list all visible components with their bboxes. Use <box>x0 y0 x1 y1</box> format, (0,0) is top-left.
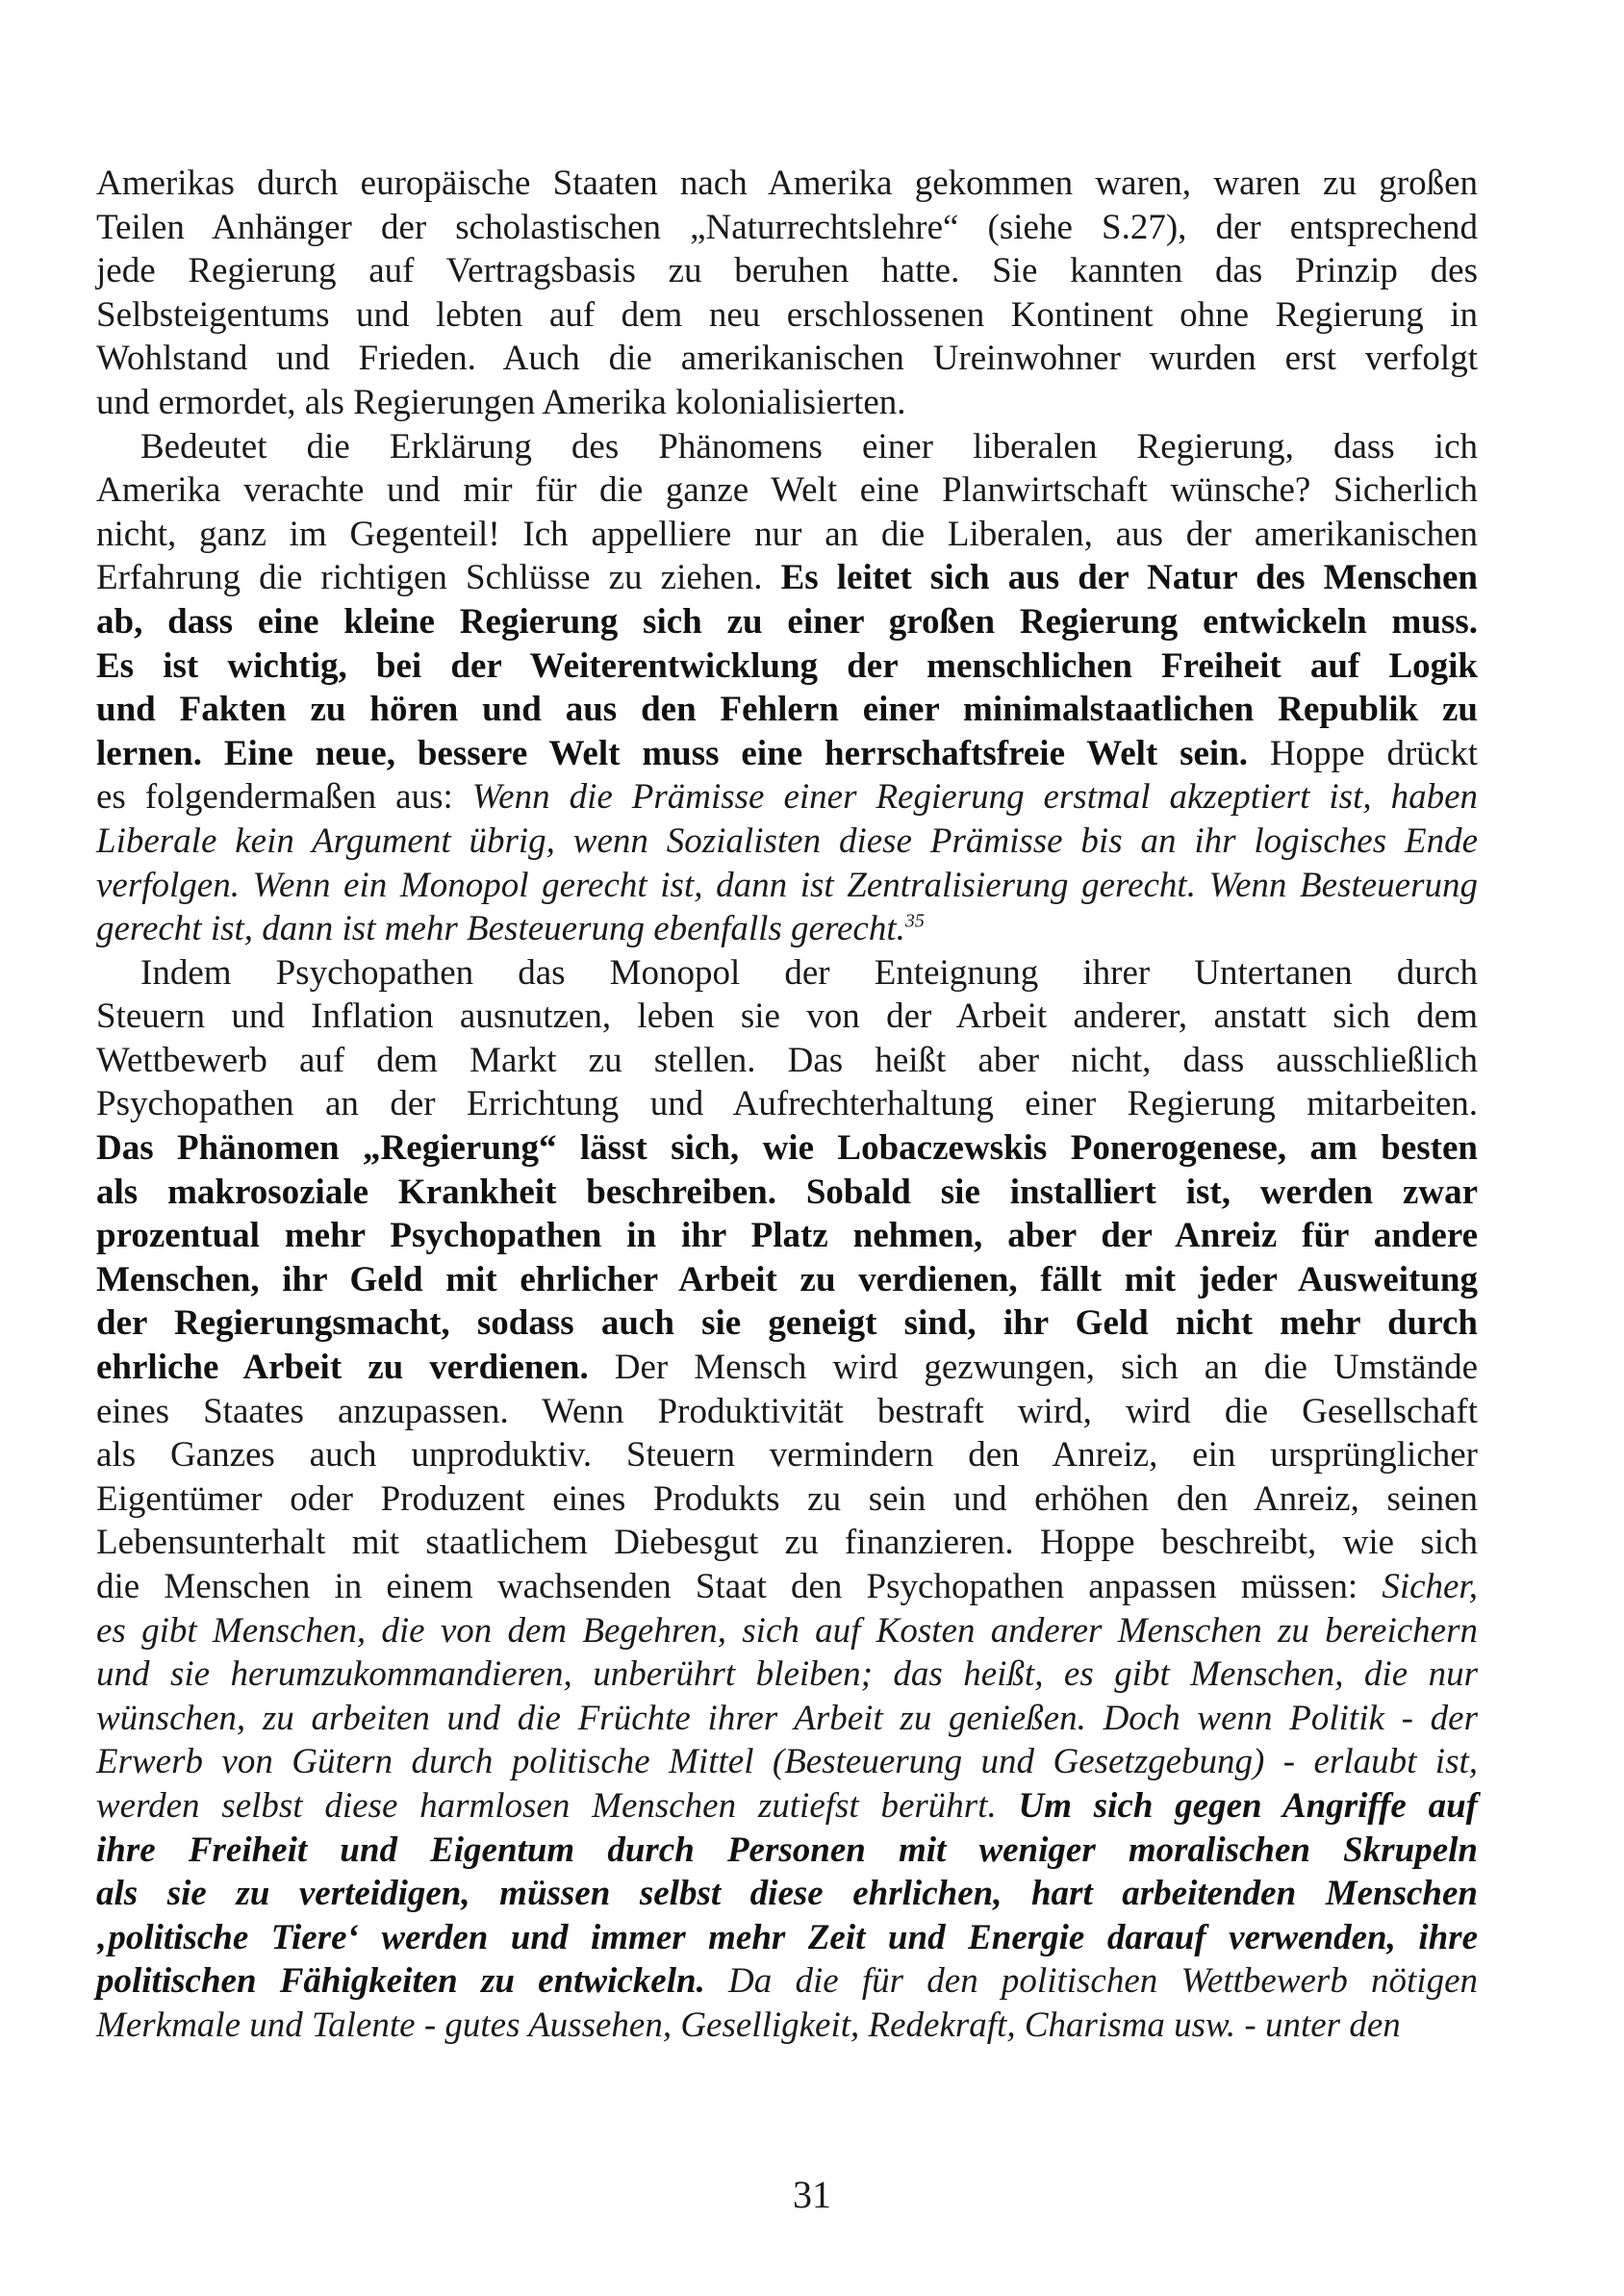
text-line <box>96 1609 1478 1653</box>
bold-text-run: ab, dass eine kleine Regierung sich zu einer großen Regierung entwickeln muss. <box>96 601 1478 642</box>
text-run: Amerikas durch europäische Staaten nach Amerika gekommen waren, waren zu großen <box>96 164 1478 203</box>
paragraph <box>96 425 1478 951</box>
text-line <box>96 1872 1478 1916</box>
text-line <box>96 1082 1478 1126</box>
text-run: nicht, ganz im Gegenteil! Ich appelliere nur an die Liberalen, aus der amerikanischen <box>96 514 1478 554</box>
italic-text-run: Sicher, <box>1382 1567 1478 1606</box>
text-line <box>96 951 1478 996</box>
bold-text-run: als makrosoziale Krankheit beschreiben. Sobald sie installiert ist, werden zwar <box>96 1172 1478 1212</box>
text-run: Lebensunterhalt mit staatlichem Diebesgut zu finanzieren. Hoppe beschreibt, wie sich <box>96 1523 1478 1563</box>
text-run: Teilen Anhänger der scholastischen „Naturrechtslehre“ (siehe S.27), der entsprechend <box>96 207 1478 247</box>
text-line <box>96 1039 1478 1083</box>
italic-text-run: wünschen, zu arbeiten und die Früchte ihrer Arbeit zu genießen. Doch wenn Politik - der <box>96 1698 1478 1738</box>
text-line <box>96 556 1478 600</box>
text-run: es folgendermaßen aus: <box>96 777 472 818</box>
text-line <box>96 1301 1478 1346</box>
text-line <box>96 820 1478 864</box>
text-line <box>96 1740 1478 1784</box>
bold-text-run: Es ist wichtig, bei der Weiterentwicklung der menschlichen Freiheit auf Logik <box>96 645 1478 686</box>
text-line <box>96 513 1478 557</box>
text-line <box>96 775 1478 820</box>
text-run: Indem Psychopathen das Monopol der Enteignung ihrer Untertanen durch <box>140 952 1478 993</box>
text-run: Wohlstand und Frieden. Auch die amerikanischen Ureinwohner wurden erst verfolgt <box>96 339 1478 379</box>
text-line <box>96 1126 1478 1171</box>
text-line <box>96 249 1478 293</box>
bold-text-run: der Regierungsmacht, sodass auch sie geneigt sind, ihr Geld nicht mehr durch <box>96 1303 1478 1344</box>
paragraph <box>96 951 1478 2048</box>
text-run: jede Regierung auf Vertragsbasis zu beruhen hatte. Sie kannten das Prinzip des <box>96 251 1478 291</box>
text-run: Bedeutet die Erklärung des Phänomens einer liberalen Regierung, dass ich <box>140 426 1478 467</box>
text-run: Hoppe drückt <box>1248 733 1478 773</box>
text-run: die Menschen in einem wachsenden Staat den Psychopathen anpassen müssen: <box>96 1567 1383 1606</box>
text-line <box>96 1346 1478 1390</box>
text-line <box>96 864 1478 908</box>
italic-text-run: und sie herumzukommandieren, unberührt bleiben; das heißt, es gibt Menschen, die nur <box>96 1654 1478 1695</box>
bold-text-run: Es leitet sich aus der Natur des Menschen <box>780 558 1478 598</box>
page-body <box>96 162 1478 2048</box>
text-run: Selbsteigentums und lebten auf dem neu erschlossenen Kontinent ohne Regierung in <box>96 294 1478 335</box>
text-line <box>96 1521 1478 1565</box>
text-line <box>96 381 1478 425</box>
text-line <box>96 1697 1478 1741</box>
text-line <box>96 1565 1478 1609</box>
text-run: Erfahrung die richtigen Schlüsse zu ziehen. <box>96 558 781 598</box>
text-line <box>96 206 1478 250</box>
bold-text-run: lernen. Eine neue, bessere Welt muss eine herrschaftsfreie Welt sein. <box>96 733 1249 773</box>
italic-text-run: Liberale kein Argument übrig, wenn Sozialisten diese Prämisse bis an ihr logisches Ende <box>96 820 1478 861</box>
text-line <box>96 2004 1478 2048</box>
text-line <box>96 1829 1478 1873</box>
bold-text-run: und Fakten zu hören und aus den Fehlern einer minimalstaatlichen Republik zu <box>96 690 1478 730</box>
italic-text-run: Da die für den politischen Wettbewerb nötigen <box>704 1961 1479 2002</box>
text-line <box>96 1477 1478 1522</box>
italic-text-run: verfolgen. Wenn ein Monopol gerecht ist, dann ist Zentralisierung gerecht. Wenn Besteuerung <box>96 865 1478 905</box>
text-run: Steuern und Inflation ausnutzen, leben sie von der Arbeit anderer, anstatt sich dem <box>96 997 1478 1037</box>
text-run: Der Mensch wird gezwungen, sich an die Umstände <box>588 1348 1478 1388</box>
text-line <box>96 732 1478 776</box>
text-line <box>96 1433 1478 1477</box>
text-run: Wettbewerb auf dem Markt zu stellen. Das heißt aber nicht, dass ausschließlich <box>96 1040 1478 1080</box>
bolditalic-text-run: ihre Freiheit und Eigentum durch Personen mit weniger moralischen Skrupeln <box>96 1829 1478 1870</box>
bold-text-run: ehrliche Arbeit zu verdienen. <box>96 1348 589 1388</box>
text-run: Eigentümer oder Produzent eines Produkts zu sein und erhöhen den Anreiz, seinen <box>96 1478 1478 1519</box>
footnote-ref: 35 <box>904 910 925 932</box>
text-line <box>96 600 1478 644</box>
bolditalic-text-run: politischen Fähigkeiten zu entwickeln. <box>96 1961 705 2002</box>
page-number: 31 <box>793 2173 831 2216</box>
bolditalic-text-run: als sie zu verteidigen, müssen selbst diese ehrlichen, hart arbeitenden Menschen <box>96 1874 1478 1914</box>
text-line <box>96 644 1478 689</box>
italic-text-run: Wenn die Prämisse einer Regierung erstmal akzeptiert ist, haben <box>471 777 1478 818</box>
text-line <box>96 688 1478 732</box>
text-line <box>96 425 1478 469</box>
text-line <box>96 1784 1478 1829</box>
text-line <box>96 1390 1478 1434</box>
text-run: Psychopathen an der Errichtung und Aufrechterhaltung einer Regierung mitarbeiten. <box>96 1084 1478 1124</box>
bold-text-run: Menschen, ihr Geld mit ehrlicher Arbeit zu verdienen, fällt mit jeder Ausweitung <box>96 1259 1478 1299</box>
text-line <box>96 468 1478 513</box>
italic-text-run: gerecht ist, dann ist mehr Besteuerung ebenfalls gerecht. <box>96 909 905 949</box>
bolditalic-text-run: ‚politische Tiere‘ werden und immer mehr Zeit und Energie darauf verwenden, ihre <box>96 1917 1478 1957</box>
text-line <box>96 1171 1478 1215</box>
bolditalic-text-run: Um sich gegen Angriffe auf <box>1018 1785 1478 1826</box>
text-line <box>96 995 1478 1039</box>
text-line <box>96 1959 1478 2004</box>
text-line <box>96 907 1478 951</box>
italic-text-run: Erwerb von Gütern durch politische Mittel (Besteuerung und Gesetzgebung) - erlaubt ist, <box>96 1742 1478 1782</box>
text-line <box>96 162 1478 206</box>
paragraph <box>96 162 1478 425</box>
italic-text-run: es gibt Menschen, die von dem Begehren, sich auf Kosten anderer Menschen zu bereichern <box>96 1610 1478 1651</box>
text-run: als Ganzes auch unproduktiv. Steuern vermindern den Anreiz, ein ursprünglicher <box>96 1435 1478 1476</box>
text-line <box>96 1214 1478 1258</box>
text-line <box>96 1916 1478 1960</box>
text-run: Amerika verachte und mir für die ganze Welt eine Planwirtschaft wünsche? Sicherlich <box>96 470 1478 511</box>
text-line <box>96 337 1478 381</box>
italic-text-run: werden selbst diese harmlosen Menschen zutiefst berührt. <box>96 1785 1019 1826</box>
text-run: eines Staates anzupassen. Wenn Produktivität bestraft wird, wird die Gesellschaft <box>96 1391 1478 1431</box>
italic-text-run: Merkmale und Talente - gutes Aussehen, Geselligkeit, Redekraft, Charisma usw. - unter den <box>96 2005 1401 2045</box>
text-line <box>96 1258 1478 1302</box>
bold-text-run: prozentual mehr Psychopathen in ihr Platz nehmen, aber der Anreiz für andere <box>96 1216 1478 1256</box>
text-line <box>96 1653 1478 1697</box>
text-line <box>96 293 1478 338</box>
text-run: und ermordet, als Regierungen Amerika kolonialisierten. <box>96 382 906 422</box>
bold-text-run: Das Phänomen „Regierung“ lässt sich, wie Lobaczewskis Ponerogenese, am besten <box>96 1128 1478 1169</box>
